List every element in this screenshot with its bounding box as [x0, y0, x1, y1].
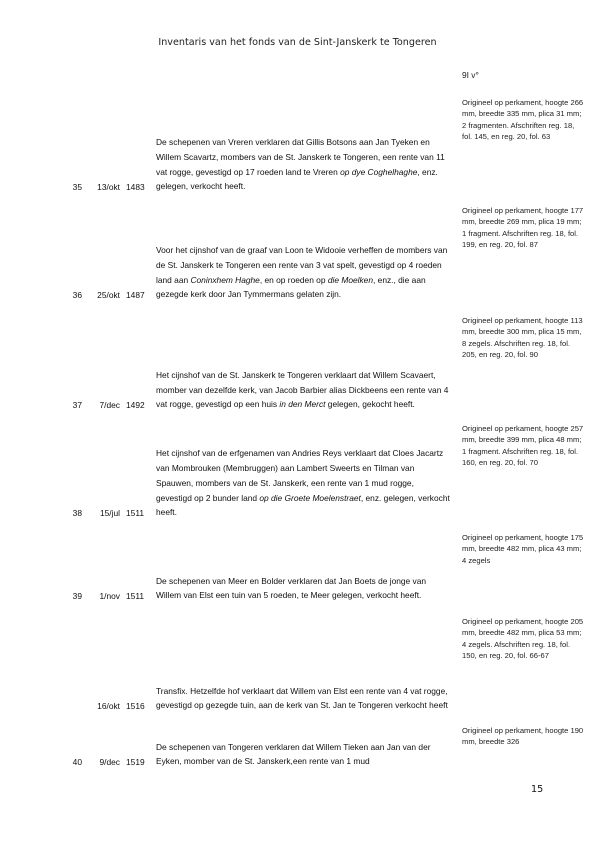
entry-year: 1516 [126, 701, 145, 711]
entry-37 [0, 315, 595, 412]
entry-number: 35 [72, 182, 82, 192]
entry-date: 7/dec [99, 400, 120, 410]
entry-39-transfix [0, 616, 595, 713]
entry-physical-description: Origineel op perkament, hoogte 113 mm, breedte 300 mm, plica 15 mm, 8 zegels. Afschriften reg. 18, fol. 205, en reg. 20, fol. 90 [462, 316, 583, 360]
entry-number: 38 [72, 508, 82, 518]
entry-summary: De schepenen van Tongeren verklaren dat Willem Tieken aan Jan van der Eyken, momber van de St. Janskerk,een rente van 1 mud [156, 741, 431, 767]
entry-summary: Het cijnshof van de St. Janskerk te Tongeren verklaart dat Willem Scavaert, momber van dezelfde kerk, van Jacob Barbier alias Dickbeens een rente van 4 vat rogge, gevestigd op een huis in den Merct gelegen, gekocht heeft. [156, 369, 449, 410]
entry-35 [0, 97, 595, 194]
entry-date: 9/dec [99, 757, 120, 767]
entry-year: 1492 [126, 400, 145, 410]
entry-date: 13/okt [97, 182, 120, 192]
entry-summary: Het cijnshof van de erfgenamen van Andries Reys verklaart dat Cloes Jacartz van Mombrouken (Membruggen) aan Lambert Sweerts en Tilman van Spauwen, mombers van de St. Janskerk, een rente van 1 mud rogge, gevestigd op 2 bunder land op die Groete Moelenstraet, enz. gelegen, verkocht heeft. [156, 448, 450, 518]
entry-year: 1519 [126, 757, 145, 767]
entry-summary: Transfix. Hetzelfde hof verklaart dat Willem van Elst een rente van 4 vat rogge, gevestigd op gezegde tuin, aan de kerk van St. Jan te Tongeren verkocht heeft [156, 685, 448, 711]
entry-year: 1487 [126, 290, 145, 300]
entry-number: 36 [72, 290, 82, 300]
entry-physical-description: Origineel op perkament, hoogte 205 mm, breedte 482 mm, plica 53 mm; 4 zegels. Afschriften reg. 18, fol. 150, en reg. 20, fol. 66-67 [462, 617, 584, 661]
entry-date: 1/nov [99, 591, 120, 601]
folio-note: 9I v° [462, 70, 479, 80]
entry-physical-description: Origineel op perkament, hoogte 257 mm, breedte 399 mm, plica 48 mm; 1 fragment. Afschriften reg. 18, fol. 160, en reg. 20, fol. 70 [462, 424, 584, 468]
running-header: Inventaris van het fonds van de Sint-Janskerk te Tongeren [158, 37, 437, 48]
entry-summary: De schepenen van Meer en Bolder verklaren dat Jan Boets de jonge van Willem van Elst een tuin van 5 roeden, te Meer gelegen, verkocht heeft. [156, 575, 427, 601]
entry-summary: Voor het cijnshof van de graaf van Loon te Widooie verheffen de mombers van de St. Janskerk te Tongeren een rente van 3 vat spelt, gevestigd op 4 roeden land aan Coninxhem Haghe, en op roeden op die Moelken, enz., die aan gezegde kerk door Jan Tymmermans gelaten zijn. [156, 245, 448, 300]
entry-38 [0, 423, 595, 520]
entry-number: 37 [72, 400, 82, 410]
entry-physical-description: Origineel op perkament, hoogte 175 mm, breedte 482 mm, plica 43 mm; 4 zegels [462, 533, 584, 565]
entry-date: 15/jul [99, 508, 120, 518]
entry-year: 1511 [126, 508, 145, 518]
entry-39 [0, 532, 595, 603]
entry-physical-description: Origineel op perkament, hoogte 177 mm, breedte 269 mm, plica 19 mm; 1 fragment. Afschriften reg. 18, fol. 199, en reg. 20, fol. 87 [462, 206, 584, 250]
entry-summary: De schepenen van Vreren verklaren dat Gillis Botsons aan Jan Tyeken en Willem Scavartz, mombers van de St. Janskerk te Tongeren, een rente van 11 vat rogge, gevestigd op 17 roeden land te Vreren op dye Coghelhaghe, enz. gelegen, verkocht heeft. [156, 137, 445, 192]
page-number: 15 [531, 784, 544, 795]
entry-physical-description: Origineel op perkament, hoogte 190 mm, breedte 326 [462, 726, 584, 747]
entry-date: 16/okt [97, 701, 120, 711]
entry-date: 25/okt [97, 290, 120, 300]
entry-40 [0, 725, 595, 769]
entry-36 [0, 205, 595, 302]
entry-year: 1511 [126, 591, 145, 601]
entry-year: 1483 [126, 182, 145, 192]
entry-physical-description: Origineel op perkament, hoogte 266 mm, breedte 335 mm, plica 31 mm; 2 fragmenten. Afschriften reg. 18, fol. 145, en reg. 20, fol. 63 [462, 98, 584, 142]
entry-number: 39 [72, 591, 82, 601]
entry-number: 40 [72, 757, 82, 767]
